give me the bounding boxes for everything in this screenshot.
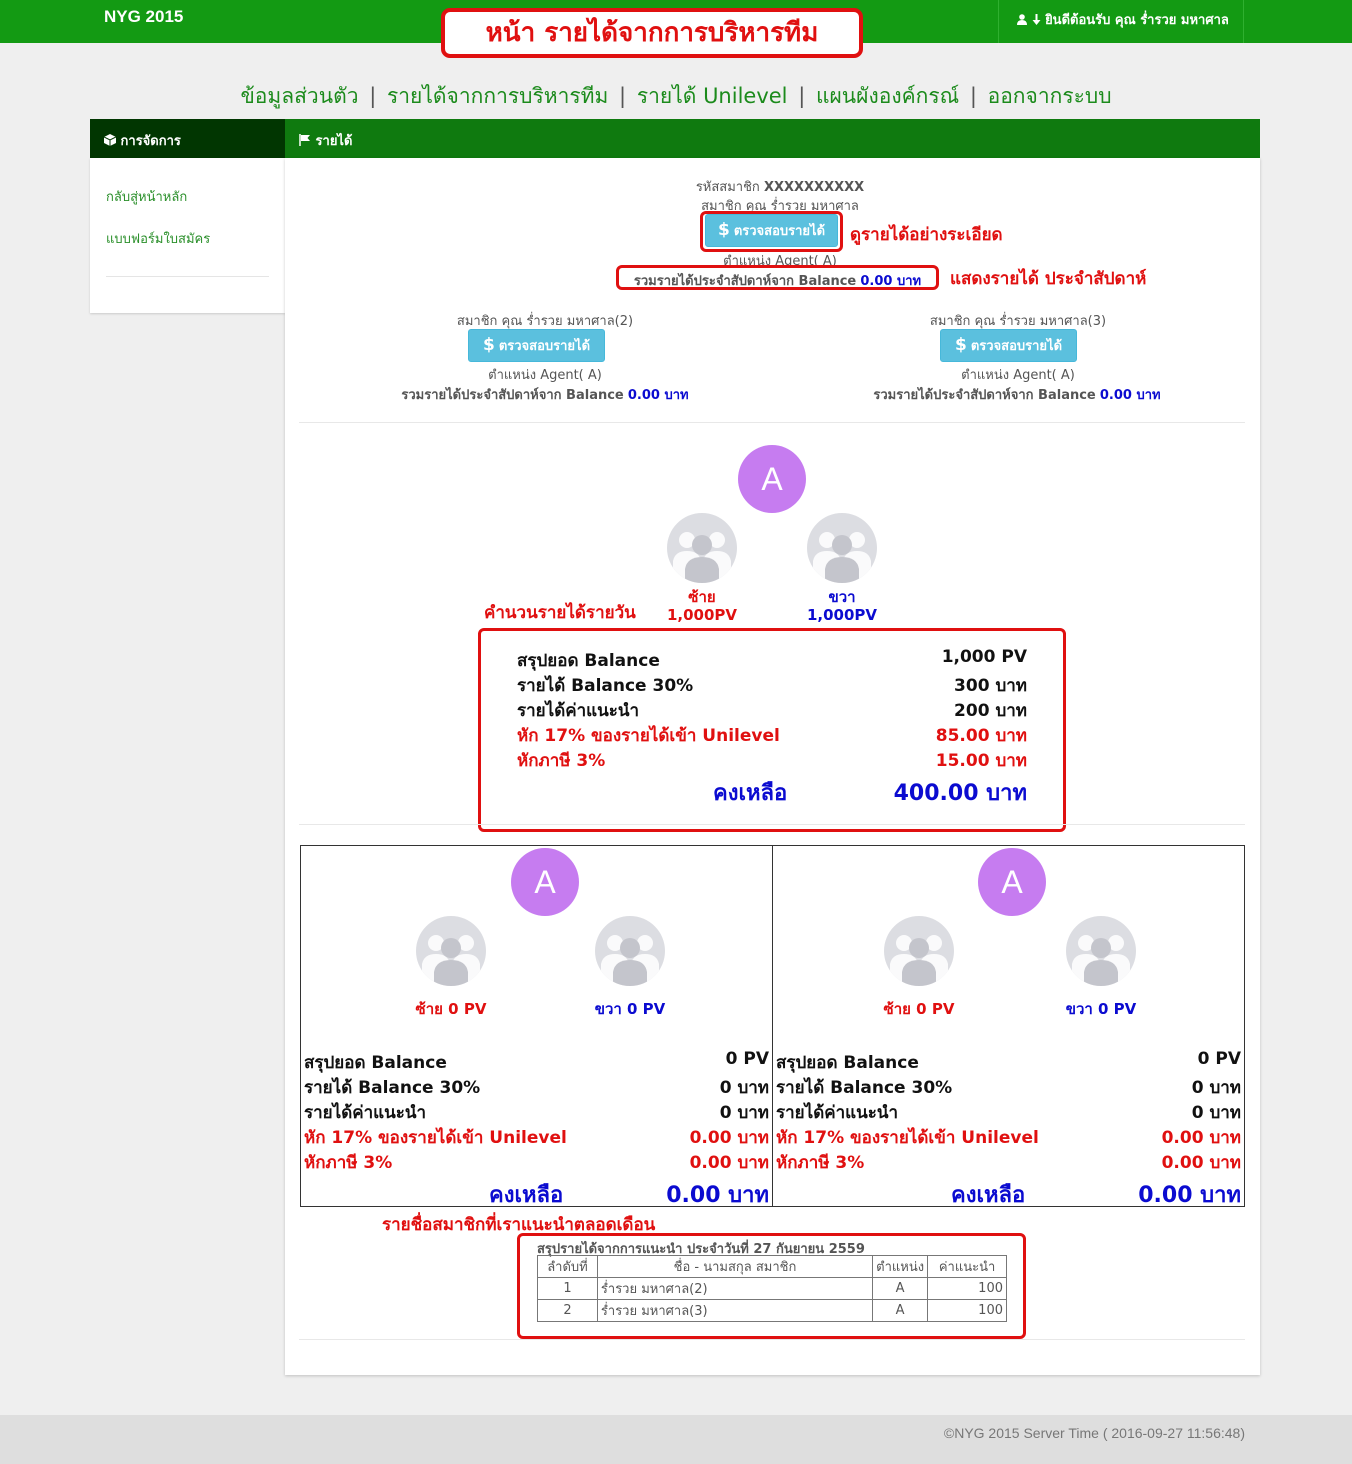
nav-profile[interactable]: ข้อมูลส่วนตัว xyxy=(240,84,359,108)
table-cell: A xyxy=(873,1278,928,1300)
column-header: ค่าแนะนำ xyxy=(928,1256,1007,1278)
summary-label: หักภาษี 3% xyxy=(776,1153,865,1173)
summary-label: สรุปยอด Balance xyxy=(304,1053,447,1073)
summary-value: 0 PV xyxy=(1197,1049,1241,1069)
check-income-button-label: ตรวจสอบรายได้ xyxy=(498,339,591,354)
summary-value: 1,000 PV xyxy=(941,647,1027,667)
check-income-button-sub-1[interactable] xyxy=(468,329,605,362)
summary-value: 0 PV xyxy=(725,1049,769,1069)
main-panel-header xyxy=(285,119,1260,158)
sub-member-name: สมาชิก คุณ ร่ำรวย มหาศาล(2) xyxy=(456,314,634,329)
summary-value: 0 บาท xyxy=(1191,1078,1241,1098)
table-cell: 100 xyxy=(928,1278,1007,1300)
summary-label: หักภาษี 3% xyxy=(517,751,606,771)
dollar-icon: $ xyxy=(482,335,495,355)
annotation-daily: คำนวนรายได้รายวัน xyxy=(484,603,636,623)
nav-team-income[interactable]: รายได้จากการบริหารทีม xyxy=(386,84,609,108)
group-avatar-icon[interactable] xyxy=(884,916,954,986)
sub-member-weekly-income xyxy=(370,384,720,405)
weekly-income-value: 0.00 บาท xyxy=(1099,388,1161,403)
welcome-label: ยินดีต้อนรับ คุณ ร่ำรวย มหาศาล xyxy=(1045,13,1229,28)
summary-label: รายได้ค่าแนะนำ xyxy=(517,701,640,721)
member-name: สมาชิก คุณ ร่ำรวย มหาศาล xyxy=(701,199,859,214)
flag-icon xyxy=(299,134,316,149)
sub-member-weekly-income xyxy=(842,384,1192,405)
summary-value: 300 บาท xyxy=(954,676,1027,696)
welcome-menu[interactable] xyxy=(998,0,1244,43)
tree-right-label: ขวา xyxy=(828,588,856,606)
weekly-income-label: รวมรายได้ประจำสัปดาห์จาก Balance xyxy=(873,388,1096,403)
main-panel-title: รายได้ xyxy=(315,134,353,149)
summary-label: สรุปยอด Balance xyxy=(517,651,660,671)
referral-table xyxy=(537,1255,1007,1322)
check-income-button-sub-2[interactable] xyxy=(940,329,1077,362)
weekly-income-value: 0.00 บาท xyxy=(860,274,922,289)
summary-value: 0.00 บาท xyxy=(689,1153,769,1173)
weekly-income-value: 0.00 บาท xyxy=(627,388,689,403)
nav-org-chart[interactable]: แผนผังองค์กรณ์ xyxy=(815,84,960,108)
welcome-text[interactable] xyxy=(1017,9,1229,30)
section-divider xyxy=(299,422,1245,423)
tree-left-pv: ซ้าย 0 PV xyxy=(883,1000,955,1018)
nav-separator: | xyxy=(369,84,377,108)
summary-value: 0 บาท xyxy=(1191,1103,1241,1123)
summary-value: 15.00 บาท xyxy=(935,751,1027,771)
summary-label: หัก 17% ของรายได้เข้า Unilevel xyxy=(304,1128,567,1148)
dollar-icon: $ xyxy=(954,335,967,355)
group-avatar-icon[interactable] xyxy=(1066,916,1136,986)
check-income-button-label: ตรวจสอบรายได้ xyxy=(733,224,826,239)
tree-node-a[interactable]: A xyxy=(978,848,1046,916)
nav-separator: | xyxy=(969,84,977,108)
section-divider xyxy=(299,824,1245,825)
footer-text: ©NYG 2015 Server Time ( 2016-09-27 11:56:48) xyxy=(943,1425,1245,1441)
sidebar-divider xyxy=(106,276,269,277)
group-avatar-icon[interactable] xyxy=(595,916,665,986)
remaining-value: 400.00 บาท xyxy=(893,781,1027,806)
summary-label: รายได้ค่าแนะนำ xyxy=(776,1103,899,1123)
member-position: ตำแหน่ง Agent( A) xyxy=(723,254,837,269)
member-code xyxy=(600,176,960,197)
tree-right-pv: ขวา 0 PV xyxy=(594,1000,666,1018)
table-cell: 100 xyxy=(928,1300,1007,1322)
tree-node-a[interactable]: A xyxy=(511,848,579,916)
group-avatar-icon[interactable] xyxy=(667,513,737,583)
check-income-button[interactable] xyxy=(705,214,838,247)
annotation-weekly: แสดงรายได้ ประจำสัปดาห์ xyxy=(950,269,1147,289)
tree-left-pv: 1,000PV xyxy=(666,606,738,624)
summary-label: หักภาษี 3% xyxy=(304,1153,393,1173)
table-cell: 1 xyxy=(538,1278,598,1300)
referral-table-title: สรุปรายได้จากการแนะนำ ประจำวันที่ 27 กันยายน 2559 xyxy=(537,1242,865,1257)
sub-trees-divider xyxy=(772,845,773,1207)
summary-label: รายได้ Balance 30% xyxy=(776,1078,953,1098)
sub-member-name: สมาชิก คุณ ร่ำรวย มหาศาล(3) xyxy=(929,314,1107,329)
nav-separator: | xyxy=(798,84,806,108)
summary-value: 200 บาท xyxy=(954,701,1027,721)
tree-right-pv: 1,000PV xyxy=(806,606,878,624)
sidebar-title: การจัดการ xyxy=(120,134,181,149)
summary-label: รายได้ค่าแนะนำ xyxy=(304,1103,427,1123)
summary-value: 0.00 บาท xyxy=(1161,1153,1241,1173)
nav-unilevel-income[interactable]: รายได้ Unilevel xyxy=(636,84,788,108)
arrow-down-icon xyxy=(1032,13,1046,28)
summary-label: สรุปยอด Balance xyxy=(776,1053,919,1073)
nav-separator: | xyxy=(619,84,627,108)
group-avatar-icon[interactable] xyxy=(807,513,877,583)
sidebar-header xyxy=(90,119,285,158)
remaining-label: คงเหลือ xyxy=(489,1183,564,1208)
table-cell: 2 xyxy=(538,1300,598,1322)
summary-label: หัก 17% ของรายได้เข้า Unilevel xyxy=(517,726,780,746)
summary-value: 0 บาท xyxy=(719,1078,769,1098)
table-cell: A xyxy=(873,1300,928,1322)
summary-label: รายได้ Balance 30% xyxy=(304,1078,481,1098)
nav-logout[interactable]: ออกจากระบบ xyxy=(987,84,1112,108)
summary-value: 85.00 บาท xyxy=(935,726,1027,746)
annotation-detail: ดูรายได้อย่างระเอียด xyxy=(850,225,1003,245)
check-income-button-label: ตรวจสอบรายได้ xyxy=(970,339,1063,354)
member-code-value: XXXXXXXXXX xyxy=(763,180,865,195)
sidebar xyxy=(90,158,285,313)
dollar-icon: $ xyxy=(717,220,730,240)
member-weekly-income xyxy=(620,270,935,291)
summary-label: รายได้ Balance 30% xyxy=(517,676,694,696)
footer xyxy=(0,1415,1352,1464)
page-title-banner: หน้า รายได้จากการบริหารทีม xyxy=(441,8,863,58)
annotation-referrals: รายชื่อสมาชิกที่เราแนะนำตลอดเดือน xyxy=(382,1215,656,1235)
column-header: ตำแหน่ง xyxy=(873,1256,928,1278)
summary-value: 0 บาท xyxy=(719,1103,769,1123)
sidebar-item-application-form[interactable]: แบบฟอร์มใบสมัคร xyxy=(106,232,211,247)
table-row xyxy=(538,1300,1007,1322)
sidebar-item-home[interactable]: กลับสู่หน้าหลัก xyxy=(106,190,188,205)
group-avatar-icon[interactable] xyxy=(416,916,486,986)
member-code-label: รหัสสมาชิก xyxy=(695,180,760,195)
sub-member-position: ตำแหน่ง Agent( A) xyxy=(488,368,602,383)
remaining-label: คงเหลือ xyxy=(713,781,788,806)
weekly-income-label: รวมรายได้ประจำสัปดาห์จาก Balance xyxy=(401,388,624,403)
weekly-income-label: รวมรายได้ประจำสัปดาห์จาก Balance xyxy=(633,274,857,289)
remaining-value: 0.00 บาท xyxy=(666,1183,769,1208)
tree-left-label: ซ้าย xyxy=(688,588,716,606)
user-icon xyxy=(1017,13,1032,28)
brand-logo[interactable]: NYG 2015 xyxy=(104,7,184,26)
table-cell: ร่ำรวย มหาศาล(3) xyxy=(597,1300,872,1322)
main-nav xyxy=(0,80,1352,113)
tree-left-pv: ซ้าย 0 PV xyxy=(415,1000,487,1018)
remaining-label: คงเหลือ xyxy=(951,1183,1026,1208)
summary-value: 0.00 บาท xyxy=(689,1128,769,1148)
remaining-value: 0.00 บาท xyxy=(1138,1183,1241,1208)
table-row xyxy=(538,1278,1007,1300)
sub-member-position: ตำแหน่ง Agent( A) xyxy=(961,368,1075,383)
table-cell: ร่ำรวย มหาศาล(2) xyxy=(597,1278,872,1300)
column-header: ชื่อ - นามสกุล สมาชิก xyxy=(597,1256,872,1278)
column-header: ลำดับที่ xyxy=(538,1256,598,1278)
section-divider xyxy=(299,1339,1245,1340)
tree-right-pv: ขวา 0 PV xyxy=(1065,1000,1137,1018)
summary-label: หัก 17% ของรายได้เข้า Unilevel xyxy=(776,1128,1039,1148)
cube-icon xyxy=(104,134,121,149)
table-header-row xyxy=(538,1256,1007,1278)
summary-value: 0.00 บาท xyxy=(1161,1128,1241,1148)
tree-node-a[interactable]: A xyxy=(738,445,806,513)
